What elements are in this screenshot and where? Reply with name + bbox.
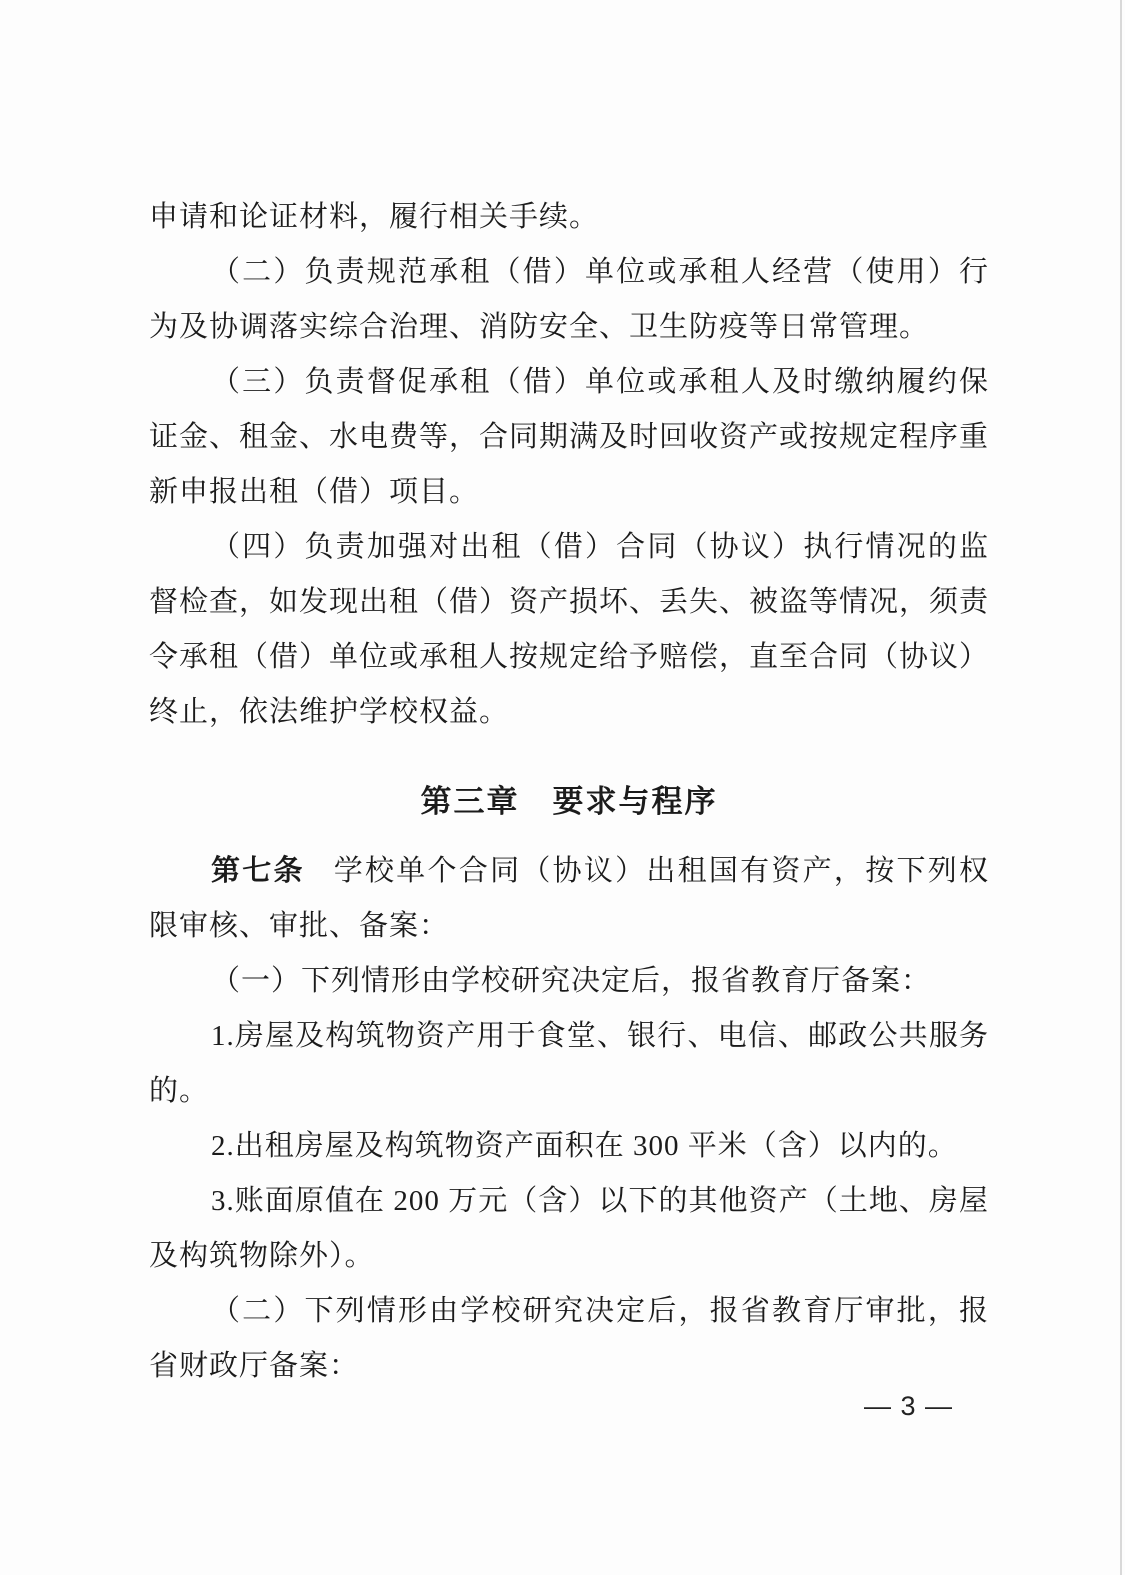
paragraph-item-2: （二）负责规范承租（借）单位或承租人经营（使用）行为及协调落实综合治理、消防安全、卫生防疫等日常管理。 — [149, 256, 989, 343]
paragraph-item-3: （三）负责督促承租（借）单位或承租人及时缴纳履约保证金、租金、水电费等，合同期满及时回收资产或按规定程序重新申报出租（借）项目。 — [149, 366, 990, 508]
paragraph-continuation: 申请和论证材料，履行相关手续。 — [149, 201, 600, 233]
paragraph-sub-2: （二）下列情形由学校研究决定后，报省教育厅审批，报省财政厅备案： — [149, 1295, 989, 1382]
paragraph-point-2: 2.出租房屋及构筑物资产面积在 300 平米（含）以内的。 — [211, 1130, 958, 1162]
chapter-heading: 第三章 要求与程序 — [420, 784, 718, 819]
article-number-label: 第七条 — [211, 855, 305, 887]
paragraph-point-3: 3.账面原值在 200 万元（含）以下的其他资产（土地、房屋及构筑物除外）。 — [149, 1185, 989, 1272]
page-number: — 3 — — [863, 1391, 953, 1421]
paragraph-sub-1: （一）下列情形由学校研究决定后，报省教育厅备案： — [211, 965, 932, 997]
article-7-text: 学校单个合同（协议）出租国有资产，按下列权限审核、审批、备案： — [149, 855, 989, 942]
paragraph-point-1: 1.房屋及构筑物资产用于食堂、银行、电信、邮政公共服务的。 — [149, 1020, 989, 1107]
paragraph-article-7 — [149, 844, 989, 954]
document-body — [149, 190, 989, 1394]
paragraph-item-4: （四）负责加强对出租（借）合同（协议）执行情况的监督检查，如发现出租（借）资产损坏、丢失、被盗等情况，须责令承租（借）单位或承租人按规定给予赔偿，直至合同（协议）终止，依法维护学校权益。 — [149, 531, 990, 728]
scan-edge-line — [1120, 0, 1122, 1575]
